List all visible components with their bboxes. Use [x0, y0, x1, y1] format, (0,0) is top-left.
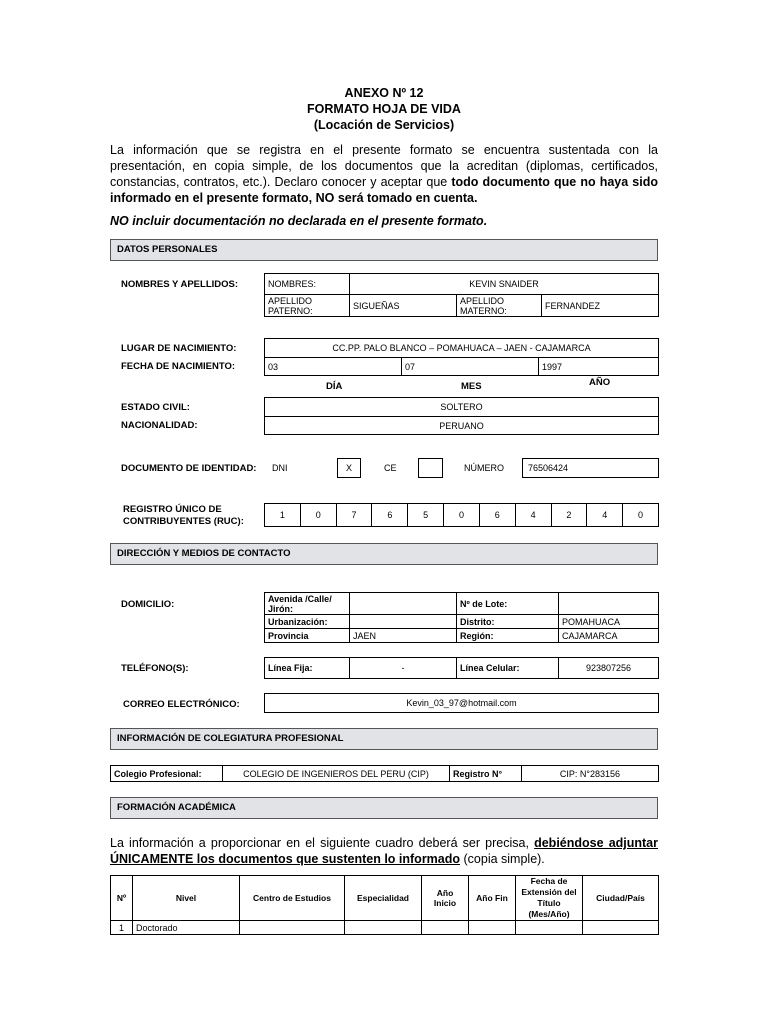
- nombres-key: NOMBRES:: [265, 274, 350, 295]
- apellido-materno-field[interactable]: FERNANDEZ: [542, 295, 659, 317]
- fecha-label: FECHA DE NACIMIENTO:: [121, 361, 235, 372]
- intro-bold-text: todo documento que no haya sido informado en el presente formato, NO será tomado en cuenta.: [110, 175, 658, 205]
- row-anio-inicio[interactable]: [422, 921, 469, 935]
- ruc-digit[interactable]: 5: [408, 504, 444, 527]
- ruc-digit[interactable]: 0: [444, 504, 480, 527]
- row-nivel[interactable]: Doctorado: [133, 921, 240, 935]
- row-numero: 1: [111, 921, 133, 935]
- fecha-mes-field[interactable]: 07: [402, 358, 539, 376]
- col-nivel: Nivel: [133, 876, 240, 921]
- section-contacto: DIRECCIÓN Y MEDIOS DE CONTACTO: [110, 543, 658, 565]
- document-subtitle: FORMATO HOJA DE VIDA: [307, 102, 461, 116]
- ruc-digit[interactable]: 0: [623, 504, 659, 527]
- formacion-note-tail: (copia simple).: [460, 852, 545, 866]
- row-centro[interactable]: [240, 921, 345, 935]
- region-key: Región:: [457, 629, 559, 643]
- ruc-label-line1: REGISTRO ÚNICO DE: [123, 504, 222, 515]
- intro-paragraph: [110, 142, 658, 206]
- ruc-digit[interactable]: 7: [336, 504, 372, 527]
- ruc-digit[interactable]: 0: [300, 504, 336, 527]
- celular-key: Línea Celular:: [457, 658, 559, 679]
- registro-field[interactable]: CIP: N°283156: [522, 766, 659, 782]
- domicilio-table: [264, 592, 659, 643]
- ruc-digit[interactable]: 6: [372, 504, 408, 527]
- estado-table: [264, 397, 659, 435]
- lote-field[interactable]: [559, 593, 659, 615]
- formacion-note: [110, 835, 658, 867]
- col-especialidad: Especialidad: [345, 876, 422, 921]
- distrito-field[interactable]: POMAHUACA: [559, 615, 659, 629]
- ruc-digit[interactable]: 2: [551, 504, 587, 527]
- numero-field[interactable]: 76506424: [522, 458, 659, 478]
- ruc-digit[interactable]: 1: [265, 504, 301, 527]
- lote-key: Nº de Lote:: [457, 593, 559, 615]
- col-anio-inicio: Año Inicio: [422, 876, 469, 921]
- urbanizacion-field[interactable]: [350, 615, 457, 629]
- celular-field[interactable]: 923807256: [559, 658, 659, 679]
- intro-warning: NO incluir documentación no declarada en el presente formato.: [110, 214, 488, 228]
- provincia-key: Provincia: [265, 629, 350, 643]
- avenida-field[interactable]: [350, 593, 457, 615]
- section-datos-personales: DATOS PERSONALES: [110, 239, 658, 261]
- registro-key: Registro N°: [450, 766, 522, 782]
- fecha-anio-field[interactable]: 1997: [539, 358, 659, 376]
- documento-label: DOCUMENTO DE IDENTIDAD:: [121, 463, 257, 474]
- colegio-field[interactable]: COLEGIO DE INGENIEROS DEL PERU (CIP): [223, 766, 450, 782]
- dni-checkbox[interactable]: X: [337, 458, 361, 478]
- formacion-note-text: La información a proporcionar en el siguiente cuadro deberá ser precisa,: [110, 836, 535, 850]
- avenida-key: Avenida /Calle/ Jirón:: [265, 593, 350, 615]
- correo-label: CORREO ELECTRÓNICO:: [123, 699, 240, 710]
- provincia-field[interactable]: JAEN: [350, 629, 457, 643]
- row-fecha-titulo[interactable]: [516, 921, 583, 935]
- row-ciudad[interactable]: [583, 921, 659, 935]
- nacimiento-table: [264, 338, 659, 376]
- distrito-key: Distrito:: [457, 615, 559, 629]
- section-formacion: FORMACIÓN ACADÉMICA: [110, 797, 658, 819]
- dia-caption: DÍA: [326, 381, 343, 392]
- nombres-label: NOMBRES Y APELLIDOS:: [121, 279, 239, 290]
- estado-label: ESTADO CIVIL:: [121, 402, 190, 413]
- colegiatura-table: [110, 765, 659, 782]
- col-centro: Centro de Estudios: [240, 876, 345, 921]
- lugar-label: LUGAR DE NACIMIENTO:: [121, 343, 237, 354]
- col-ciudad: Ciudad/País: [583, 876, 659, 921]
- mes-caption: MES: [461, 381, 482, 392]
- nacionalidad-field[interactable]: PERUANO: [265, 417, 659, 435]
- ce-checkbox[interactable]: [418, 458, 443, 478]
- numero-label: NÚMERO: [464, 463, 504, 473]
- apellido-paterno-field[interactable]: SIGUEÑAS: [350, 295, 457, 317]
- ruc-label-line2: CONTRIBUYENTES (RUC):: [123, 516, 244, 527]
- col-anio-fin: Año Fin: [469, 876, 516, 921]
- document-subtitle-2: (Locación de Servicios): [313, 118, 455, 132]
- lugar-field[interactable]: CC.PP. PALO BLANCO – POMAHUACA – JAEN - CAJAMARCA: [265, 339, 659, 358]
- urbanizacion-key: Urbanización:: [265, 615, 350, 629]
- row-anio-fin[interactable]: [469, 921, 516, 935]
- document-title: ANEXO Nº 12: [344, 86, 424, 100]
- ce-label: CE: [384, 463, 397, 473]
- fija-key: Línea Fija:: [265, 658, 350, 679]
- colegio-key: Colegio Profesional:: [111, 766, 223, 782]
- telefono-table: [264, 657, 659, 679]
- col-fecha-titulo: Fecha de Extensión del Título (Mes/Año): [516, 876, 583, 921]
- dni-label: DNI: [272, 463, 288, 473]
- col-numero: Nº: [111, 876, 133, 921]
- nacionalidad-label: NACIONALIDAD:: [121, 420, 198, 431]
- fecha-dia-field[interactable]: 03: [265, 358, 402, 376]
- table-row: [111, 921, 659, 935]
- apellido-materno-key: APELLIDO MATERNO:: [457, 295, 542, 317]
- apellido-paterno-key: APELLIDO PATERNO:: [265, 295, 350, 317]
- ruc-digit[interactable]: 6: [479, 504, 515, 527]
- formacion-table: [110, 875, 659, 935]
- ruc-digit[interactable]: 4: [515, 504, 551, 527]
- region-field[interactable]: CAJAMARCA: [559, 629, 659, 643]
- formacion-note-underlined: debiéndose adjuntar ÚNICAMENTE los documentos que sustenten lo informado: [110, 836, 658, 866]
- domicilio-label: DOMICILIO:: [121, 599, 175, 610]
- fija-field[interactable]: -: [350, 658, 457, 679]
- telefono-label: TELÉFONO(S):: [121, 663, 189, 674]
- nombres-table: [264, 273, 659, 317]
- correo-field[interactable]: Kevin_03_97@hotmail.com: [264, 693, 659, 713]
- ruc-table: [264, 503, 659, 527]
- intro-text: La información que se registra en el presente formato se encuentra sustentada con la presentación, en copia simple, de los documentos que la acreditan (diplomas, certificados, constancias, contratos, etc.). Declaro conocer y aceptar que: [110, 143, 658, 189]
- nombres-field[interactable]: KEVIN SNAIDER: [350, 274, 659, 295]
- estado-field[interactable]: SOLTERO: [265, 398, 659, 417]
- ruc-digit[interactable]: 4: [587, 504, 623, 527]
- row-especialidad[interactable]: [345, 921, 422, 935]
- section-colegiatura: INFORMACIÓN DE COLEGIATURA PROFESIONAL: [110, 728, 658, 750]
- anio-caption: AÑO: [589, 377, 611, 388]
